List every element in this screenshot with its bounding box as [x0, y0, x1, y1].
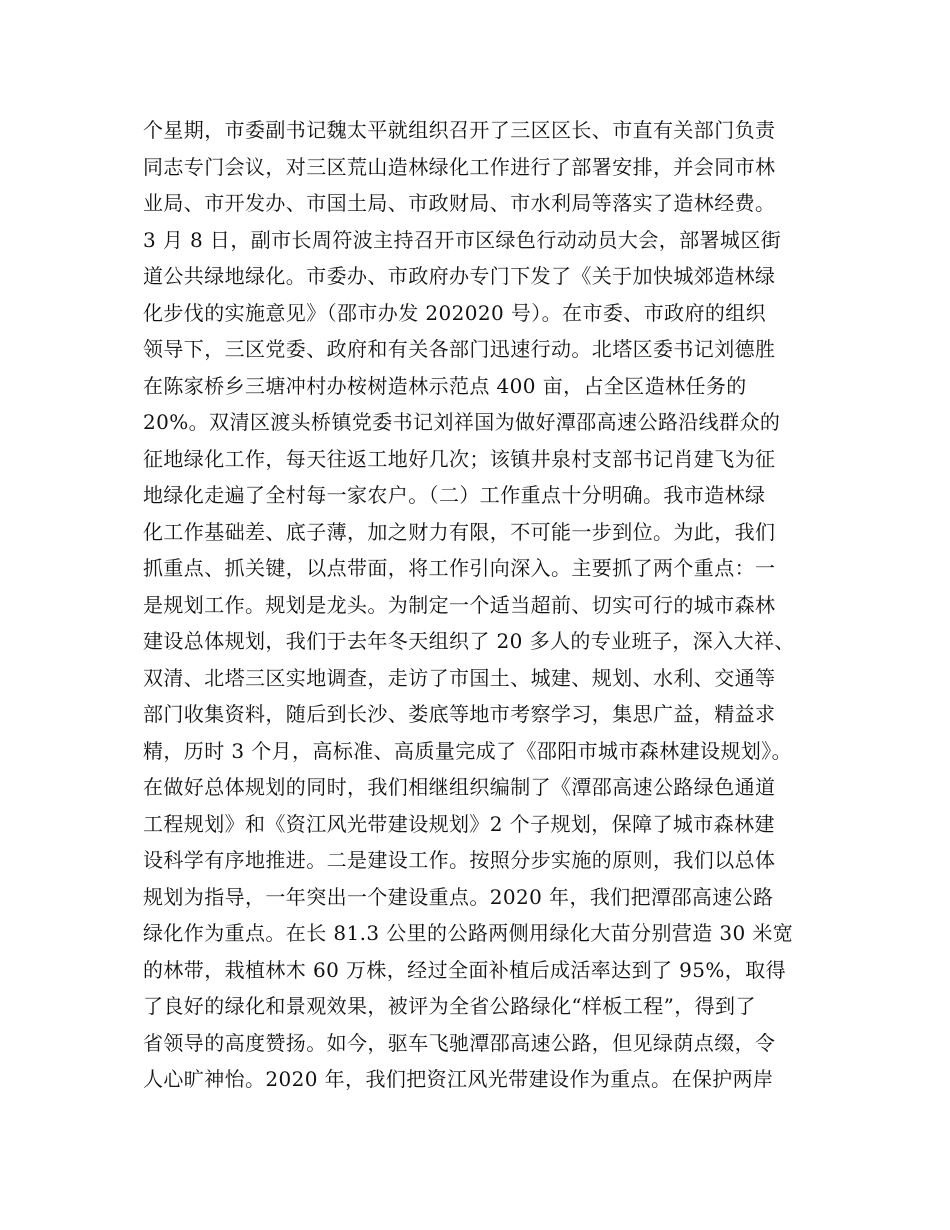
- text-line: 抓重点、抓关键，以点带面，将工作引向深入。主要抓了两个重点：一: [143, 556, 776, 580]
- text-line: 部门收集资料，随后到长沙、娄底等地市考察学习，集思广益，精益求: [143, 702, 776, 726]
- text-line: 精，历时 3 个月，高标准、高质量完成了《邵阳市城市森林建设规划》。: [143, 738, 793, 763]
- text-line: 征地绿化工作，每天往返工地好几次；该镇井泉村支部书记肖建飞为征: [143, 446, 776, 471]
- text-line: 个星期，市委副书记魏太平就组织召开了三区区长、市直有关部门负责: [143, 118, 776, 142]
- text-line: 在做好总体规划的同时，我们相继组织编制了《潭邵高速公路绿色通道: [143, 775, 776, 799]
- text-line: 人心旷神怡。2020 年，我们把资江风光带建设作为重点。在保护两岸: [143, 1067, 774, 1091]
- text-line: 地绿化走遍了全村每一家农户。（二）工作重点十分明确。我市造林绿: [143, 483, 766, 507]
- text-line: 绿化作为重点。在长 81.3 公里的公路两侧用绿化大苗分别营造 30 米宽: [143, 921, 794, 945]
- text-line: 业局、市开发办、市国土局、市政财局、市水利局等落实了造林经费。: [143, 191, 776, 215]
- text-line: 化工作基础差、底子薄，加之财力有限，不可能一步到位。为此，我们: [143, 519, 776, 544]
- text-line: 化步伐的实施意见》（邵市办发 202020 号）。在市委、市政府的组织: [143, 300, 767, 325]
- text-line: 是规划工作。规划是龙头。为制定一个适当超前、切实可行的城市森林: [143, 592, 776, 617]
- text-line: 建设总体规划，我们于去年冬天组织了 20 多人的专业班子，深入大祥、: [143, 629, 795, 653]
- text-line: 同志专门会议，对三区荒山造林绿化工作进行了部署安排，并会同市林: [143, 154, 776, 179]
- text-line: 工程规划》和《资江风光带建设规划》2 个子规划，保障了城市森林建: [143, 811, 775, 836]
- text-line: 了良好的绿化和景观效果，被评为全省公路绿化“样板工程”，得到了: [143, 994, 756, 1018]
- text-line: 领导下，三区党委、政府和有关各部门迅速行动。北塔区委书记刘德胜: [143, 337, 776, 361]
- text-line: 3 月 8 日，副市长周符波主持召开市区绿色行动动员大会，部署城区街: [143, 227, 782, 252]
- text-line: 规划为指导，一年突出一个建设重点。2020 年，我们把潭邵高速公路: [143, 884, 774, 909]
- text-line: 的林带，栽植林木 60 万株，经过全面补植后成活率达到了 95%，取得: [143, 957, 786, 982]
- text-line: 省领导的高度赞扬。如今，驱车飞驰潭邵高速公路，但见绿荫点缀，令: [143, 1030, 776, 1055]
- text-line: 道公共绿地绿化。市委办、市政府办专门下发了《关于加快城郊造林绿: [143, 264, 776, 288]
- text-line: 20%。双清区渡头桥镇党委书记刘祥国为做好潭邵高速公路沿线群众的: [143, 410, 781, 434]
- text-line: 设科学有序地推进。二是建设工作。按照分步实施的原则，我们以总体: [143, 848, 776, 872]
- text-line: 双清、北塔三区实地调查，走访了市国土、城建、规划、水利、交通等: [143, 665, 776, 690]
- body-paragraph: [143, 112, 843, 1098]
- text-line: 在陈家桥乡三塘冲村办桉树造林示范点 400 亩，占全区造林任务的: [143, 373, 747, 398]
